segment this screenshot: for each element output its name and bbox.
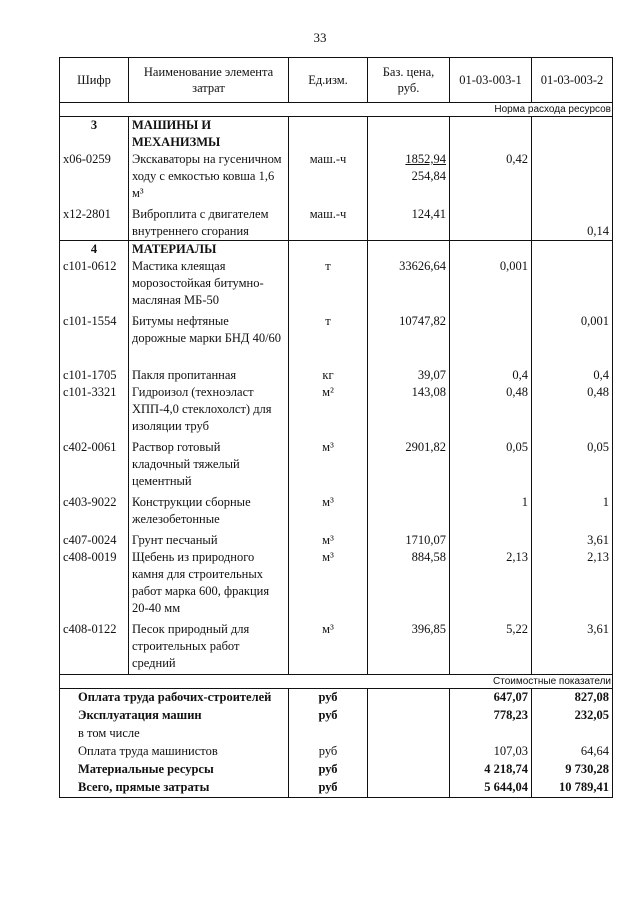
row-name-line: Мастика клеящая [132,259,226,273]
summary-value-1: 5 644,04 [450,779,532,798]
row-price-secondary: 254,84 [411,169,446,183]
row-unit: маш.-ч [289,151,368,202]
row-value-2 [532,151,613,202]
band-cost: Стоимостные показатели [60,675,613,689]
summary-row [60,707,613,725]
row-name: Пакля пропитанная [129,351,289,384]
summary-row [60,725,613,743]
row-value-1 [450,528,532,549]
row-unit: маш.-ч [289,202,368,241]
row-code: с101-3321 [60,384,129,435]
row-name [129,435,289,490]
row-name [129,151,289,202]
table-row [60,549,613,617]
row-price: 884,58 [368,549,450,617]
row-name-line: Гидроизол (техноэласт [132,385,254,399]
row-price: 143,08 [368,384,450,435]
row-unit: м² [289,384,368,435]
row-code: с403-9022 [60,490,129,528]
row-value-2: 0,05 [532,435,613,490]
row-value-2: 0,14 [532,202,613,241]
row-name-line: изоляции труб [132,419,209,433]
row-value-2: 2,13 [532,549,613,617]
row-unit: т [289,258,368,309]
row-value-2: 3,61 [532,617,613,675]
section-header [60,117,613,152]
row-unit: т [289,309,368,351]
summary-label: Оплата труда рабочих-строителей [60,689,289,708]
row-name-line: ХПП-4,0 стеклохолст) для [132,402,272,416]
band-cost-row [60,675,613,689]
row-name-line: средний [132,656,176,670]
table-row [60,435,613,490]
row-value-2 [532,258,613,309]
summary-value-1: 647,07 [450,689,532,708]
row-name-line: дорожные марки БНД 40/60 [132,331,282,345]
header-col2: 01-03-003-2 [532,58,613,103]
header-price [368,58,450,103]
summary-unit: руб [289,707,368,725]
row-name [129,309,289,351]
table-row [60,617,613,675]
row-name-line: железобетонные [132,512,220,526]
row-name-line: работ марка 600, фракция [132,584,270,598]
row-price [368,490,450,528]
table-row [60,151,613,202]
row-name-line: ходу с емкостью ковша 1,6 [132,169,275,183]
table-row [60,309,613,351]
summary-row [60,689,613,708]
row-value-2: 3,61 [532,528,613,549]
header-code: Шифр [60,58,129,103]
summary-value-1: 107,03 [450,743,532,761]
summary-unit: руб [289,761,368,779]
header-name [129,58,289,103]
row-name-line: Щебень из природного [132,550,255,564]
table-row [60,490,613,528]
row-value-1 [450,309,532,351]
row-value-2: 0,48 [532,384,613,435]
row-unit: м³ [289,435,368,490]
table-row [60,202,613,241]
row-name-line: Раствор готовый [132,440,221,454]
row-price: 396,85 [368,617,450,675]
row-name-line: масляная МБ-50 [132,293,219,307]
row-value-1: 0,4 [450,351,532,384]
row-name-line: внутреннего сгорания [132,224,249,238]
summary-unit: руб [289,743,368,761]
section-number: 3 [60,117,129,152]
table-row [60,351,613,384]
row-name-line: Виброплита с двигателем [132,207,269,221]
summary-label: Эксплуатация машин [60,707,289,725]
section-number: 4 [60,241,129,259]
summary-label: Оплата труда машинистов [60,743,289,761]
row-value-2: 0,001 [532,309,613,351]
summary-label: Материальные ресурсы [60,761,289,779]
header-unit: Ед.изм. [289,58,368,103]
summary-value-1: 4 218,74 [450,761,532,779]
row-value-1: 0,48 [450,384,532,435]
row-unit: м³ [289,617,368,675]
row-code: х06-0259 [60,151,129,202]
summary-unit: руб [289,689,368,708]
row-name-line: строительных работ [132,639,240,653]
summary-row [60,779,613,798]
row-name-line: Битумы нефтяные [132,314,229,328]
header-price-line1: Баз. цена, [382,65,435,79]
row-name-line: Песок природный для [132,622,250,636]
summary-label: Всего, прямые затраты [60,779,289,798]
row-name [129,258,289,309]
header-price-line2: руб. [397,81,420,95]
section-title [129,117,289,152]
summary-value-2: 10 789,41 [532,779,613,798]
row-code: с408-0019 [60,549,129,617]
row-value-1: 0,05 [450,435,532,490]
row-code: с408-0122 [60,617,129,675]
row-code: с101-0612 [60,258,129,309]
row-name [129,617,289,675]
row-code: с407-0024 [60,528,129,549]
summary-value-2: 9 730,28 [532,761,613,779]
row-name-line: Конструкции сборные [132,495,251,509]
summary-value-1 [450,725,532,743]
row-code: с402-0061 [60,435,129,490]
row-value-1: 5,22 [450,617,532,675]
row-unit: м³ [289,549,368,617]
row-unit: м³ [289,490,368,528]
row-price: 2901,82 [368,435,450,490]
section-header [60,241,613,259]
summary-value-2: 827,08 [532,689,613,708]
row-name-line: морозостойкая битумно- [132,276,264,290]
summary-label: в том числе [60,725,289,743]
section-title: МАТЕРИАЛЫ [129,241,289,259]
row-name-line: цементный [132,474,192,488]
summary-value-1: 778,23 [450,707,532,725]
row-unit: м³ [289,528,368,549]
row-name [129,202,289,241]
row-value-1 [450,202,532,241]
row-price: 10747,82 [368,309,450,351]
band-norm: Норма расхода ресурсов [60,103,613,117]
table-row [60,528,613,549]
row-price: 39,07 [368,351,450,384]
page-number: 33 [313,30,327,45]
row-name-line: 20-40 мм [132,601,181,615]
summary-row [60,761,613,779]
row-name-line: кладочный тяжелый [132,457,240,471]
row-name: Грунт песчаный [129,528,289,549]
header-name-line1: Наименование элемента [143,65,274,79]
summary-unit [289,725,368,743]
band-norm-row [60,103,613,117]
row-price: 1710,07 [368,528,450,549]
row-price: 124,41 [368,202,450,241]
row-price [368,151,450,202]
row-price-main: 1852,94 [405,152,446,166]
row-value-1: 2,13 [450,549,532,617]
row-name [129,549,289,617]
table-row [60,258,613,309]
row-value-2: 0,4 [532,351,613,384]
section-title-line: МАШИНЫ И [132,118,212,132]
row-name-line: Экскаваторы на гусеничном [132,152,282,166]
summary-value-2: 232,05 [532,707,613,725]
row-value-1: 0,42 [450,151,532,202]
header-col1: 01-03-003-1 [450,58,532,103]
summary-unit: руб [289,779,368,798]
row-code: с101-1705 [60,351,129,384]
row-value-1: 1 [450,490,532,528]
header-name-line2: затрат [192,81,225,95]
summary-value-2 [532,725,613,743]
row-unit: кг [289,351,368,384]
row-price: 33626,64 [368,258,450,309]
resource-table [59,57,613,798]
table-header [60,58,613,103]
section-title-line: МЕХАНИЗМЫ [132,135,221,149]
row-name [129,384,289,435]
row-code: с101-1554 [60,309,129,351]
row-value-1: 0,001 [450,258,532,309]
row-code: х12-2801 [60,202,129,241]
summary-value-2: 64,64 [532,743,613,761]
row-value-2: 1 [532,490,613,528]
summary-row [60,743,613,761]
row-name-line: м³ [132,186,144,200]
table-row [60,384,613,435]
row-name [129,490,289,528]
row-name-line: камня для строительных [132,567,264,581]
